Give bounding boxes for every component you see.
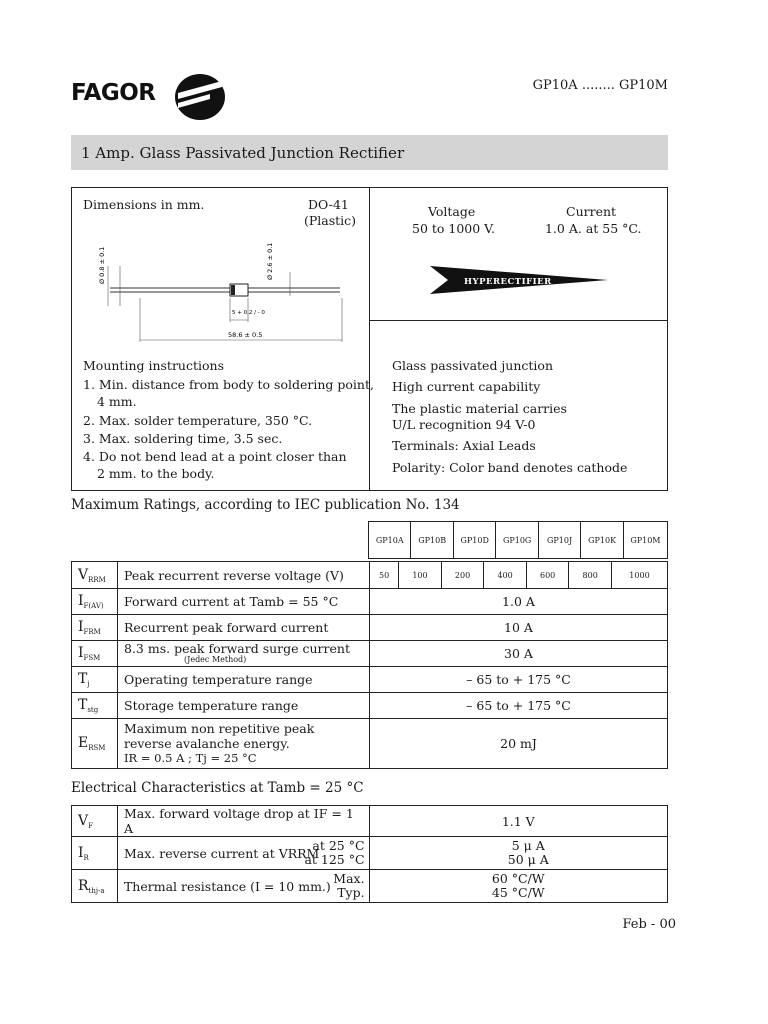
mounting-title: Mounting instructions <box>83 358 224 373</box>
table-row <box>72 806 668 837</box>
part-header: GP10D <box>453 522 495 559</box>
feature-item: U/L recognition 94 V-0 <box>392 417 536 432</box>
dim-body-dia: Ø 2.6 ± 0.1 <box>266 242 274 280</box>
table-cell: $I_{FRM}$ <box>72 615 118 641</box>
package-drawing <box>90 236 360 348</box>
table-cell: 10 A <box>370 615 668 641</box>
hyperectifier-banner <box>430 264 610 296</box>
electrical-title: Electrical Characteristics at Tamb = 25 °C <box>71 780 364 796</box>
table-cell: $E_{RSM}$ <box>72 719 118 769</box>
current-label: Current <box>566 204 617 219</box>
table-row <box>72 667 668 693</box>
table-row <box>72 693 668 719</box>
mounting-item: 2 mm. to the body. <box>97 466 215 481</box>
table-cell: 1.0 A <box>370 589 668 615</box>
max-ratings-title: Maximum Ratings, according to IEC publication No. 134 <box>71 497 460 513</box>
table-cell: 30 A <box>370 641 668 667</box>
part-header: GP10M <box>623 522 667 559</box>
mounting-item: 2. Max. solder temperature, 350 °C. <box>83 413 313 428</box>
electrical-table <box>71 805 668 903</box>
divider <box>369 187 370 491</box>
table-cell: Operating temperature range <box>118 667 370 693</box>
table-cell: Max. forward voltage drop at IF = 1 A <box>117 806 369 837</box>
brand-logo-text: FAGOR <box>71 80 156 106</box>
dimensions-label: Dimensions in mm. <box>83 197 205 212</box>
current-value: 1.0 A. at 55 °C. <box>545 221 642 236</box>
table-cell: 800 <box>569 562 612 589</box>
table-cell: 400 <box>484 562 527 589</box>
table-cell: $T_j$ <box>72 667 118 693</box>
part-header: GP10A <box>369 522 411 559</box>
table-cell: 8.3 ms. peak forward surge current (Jedec Method) <box>118 641 370 667</box>
mounting-item: 1. Min. distance from body to soldering point, <box>83 377 374 392</box>
table-row <box>72 615 668 641</box>
table-cell: 1000 <box>611 562 667 589</box>
feature-item: Terminals: Axial Leads <box>392 438 536 453</box>
table-row <box>72 641 668 667</box>
table-cell: Recurrent peak forward current <box>118 615 370 641</box>
table-cell: 60 °C/W 45 °C/W <box>369 870 667 903</box>
voltage-label: Voltage <box>428 204 476 219</box>
table-cell: Storage temperature range <box>118 693 370 719</box>
table-cell: 200 <box>441 562 484 589</box>
table-cell: 600 <box>526 562 569 589</box>
table-cell: – 65 to + 175 °C <box>370 667 668 693</box>
table-cell: $V_F$ <box>72 806 118 837</box>
dim-total-len: 58.6 ± 0.5 <box>228 331 263 339</box>
feature-item: The plastic material carries <box>392 401 567 416</box>
table-cell: $I_R$ <box>72 837 118 870</box>
part-header: GP10J <box>538 522 580 559</box>
table-row <box>72 870 668 903</box>
table-cell: 100 <box>399 562 442 589</box>
max-ratings-table <box>71 561 668 769</box>
page-title: 1 Amp. Glass Passivated Junction Rectifier <box>81 144 405 162</box>
table-cell: $R_{thj-a}$ <box>72 870 118 903</box>
mounting-item: 4 mm. <box>97 394 137 409</box>
table-cell: $V_{RRM}$ <box>72 562 118 589</box>
table-cell: Thermal resistance (I = 10 mm.) Max. Typ. <box>117 870 369 903</box>
part-header: GP10G <box>496 522 538 559</box>
table-cell: 50 <box>370 562 399 589</box>
table-row <box>72 719 668 769</box>
dim-body-len: 5 + 0.2 / - 0 <box>232 310 265 316</box>
footer-date: Feb - 00 <box>622 917 676 932</box>
title-bar <box>71 135 668 170</box>
brand-logo-icon <box>174 73 226 121</box>
table-cell: 5 μ A 50 μ A <box>369 837 667 870</box>
part-header: GP10B <box>411 522 453 559</box>
feature-item: High current capability <box>392 379 541 394</box>
part-header-table <box>368 521 668 559</box>
table-cell: Max. reverse current at VRRM at 25 °C at 125 °C <box>117 837 369 870</box>
table-cell: – 65 to + 175 °C <box>370 693 668 719</box>
table-cell: Maximum non repetitive peak reverse avalanche energy. IR = 0.5 A ; Tj = 25 °C <box>118 719 370 769</box>
table-cell: Forward current at Tamb = 55 °C <box>118 589 370 615</box>
features-title: Glass passivated junction <box>392 358 554 373</box>
table-cell: $T_{stg}$ <box>72 693 118 719</box>
package-name: DO-41 <box>308 197 349 212</box>
feature-item: Polarity: Color band denotes cathode <box>392 460 628 475</box>
row-desc: Peak recurrent reverse voltage (V) <box>118 562 370 589</box>
table-cell: $I_{FSM}$ <box>72 641 118 667</box>
part-header: GP10K <box>581 522 623 559</box>
table-cell: 1.1 V <box>369 806 667 837</box>
table-cell: $I_{F(AV)}$ <box>72 589 118 615</box>
table-row <box>72 589 668 615</box>
mounting-item: 4. Do not bend lead at a point closer than <box>83 449 347 464</box>
mounting-item: 3. Max. soldering time, 3.5 sec. <box>83 431 283 446</box>
table-row <box>72 837 668 870</box>
banner-text: HYPERECTIFIER <box>464 277 552 287</box>
divider <box>369 320 668 321</box>
package-material: (Plastic) <box>304 213 357 228</box>
part-range: GP10A ........ GP10M <box>532 78 668 93</box>
table-cell: 20 mJ <box>370 719 668 769</box>
table-row <box>72 562 668 589</box>
dim-lead-dia: Ø 0.8 ± 0.1 <box>98 246 106 284</box>
voltage-value: 50 to 1000 V. <box>412 221 496 236</box>
